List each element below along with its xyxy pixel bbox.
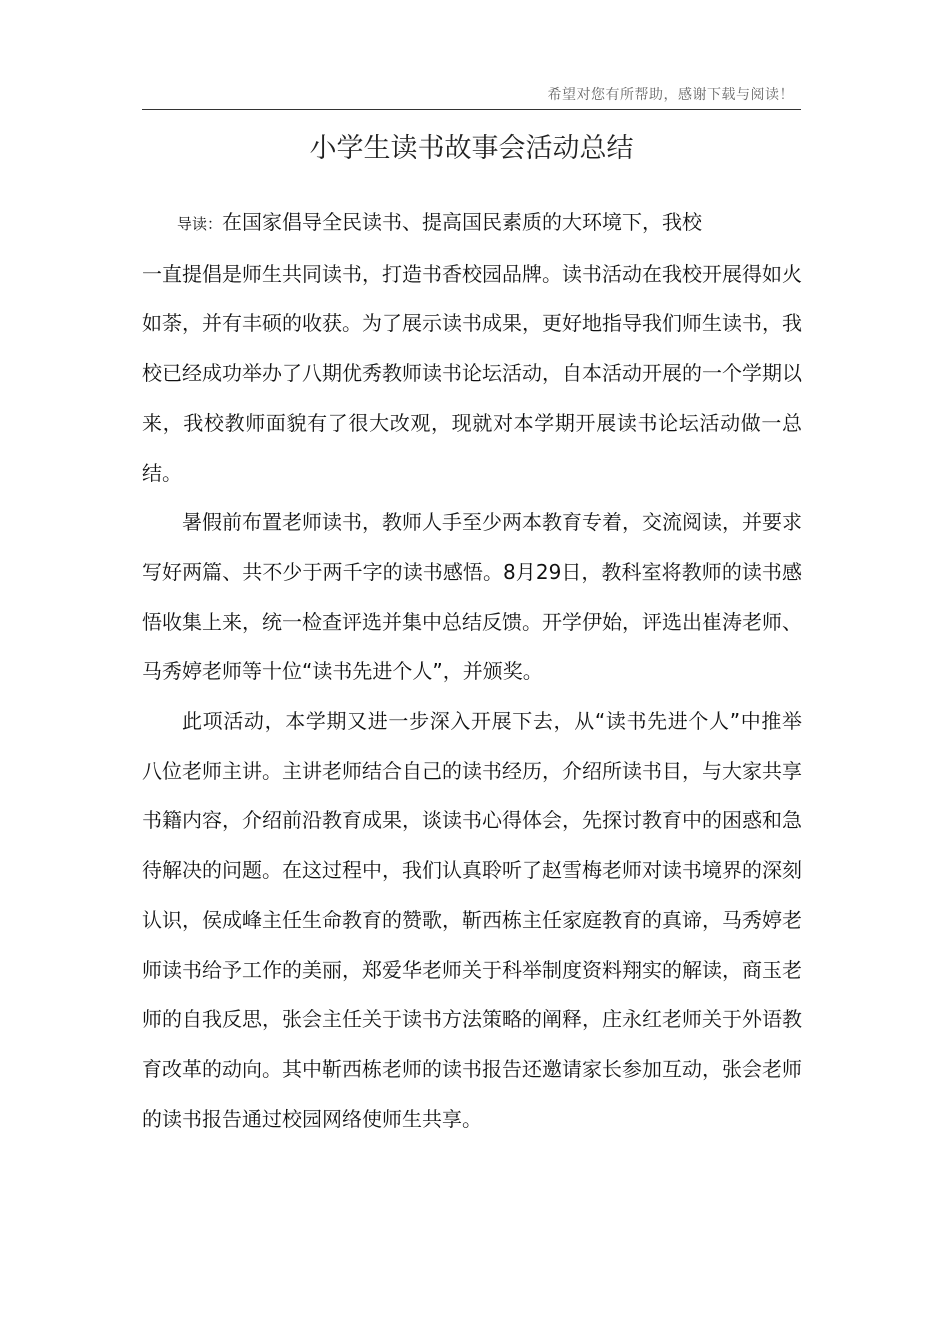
- paragraph-summer-reading: 暑假前布置老师读书，教师人手至少两本教育专着，交流阅读，并要求写好两篇、共不少于两千字的读书感悟。8月29日，教科室将教师的读书感悟收集上来，统一检查评选并集中总结反馈。开学伊始，评选出崔涛老师、马秀婷老师等十位“读书先进个人”，并颁奖。: [142, 510, 802, 684]
- paragraph-forum-activity: 此项活动，本学期又进一步深入开展下去，从“读书先进个人”中推举八位老师主讲。主讲老师结合自己的读书经历，介绍所读书目，与大家共享书籍内容，介绍前沿教育成果，谈读书心得体会，先探讨教育中的困惑和急待解决的问题。在这过程中，我们认真聆听了赵雪梅老师对读书境界的深刻认识，侯成峰主任生命教育的赞歌，靳西栋主任家庭教育的真谛，马秀婷老师读书给予工作的美丽，郑爱华老师关于科举制度资料翔实的解读，商玉老师的自我反思，张会主任关于读书方法策略的阐释，庄永红老师关于外语教育改革的动向。其中靳西栋老师的读书报告还邀请家长参加互动，张会老师的读书报告通过校园网络使师生共享。: [142, 709, 802, 1131]
- header-divider: [142, 109, 801, 110]
- lead-paragraph: 一直提倡是师生共同读书，打造书香校园品牌。读书活动在我校开展得如火如荼，并有丰硕的收获。为了展示读书成果，更好地指导我们师生读书，我校已经成功举办了八期优秀教师读书论坛活动，自本活动开展的一个学期以来，我校教师面貌有了很大改观，现就对本学期开展读书论坛活动做一总结。: [142, 261, 802, 485]
- lead-label: 导读：: [177, 215, 223, 233]
- lead-first-line-text: 在国家倡导全民读书、提高国民素质的大环境下，我校: [222, 210, 703, 234]
- document-title: 小学生读书故事会活动总结: [309, 133, 634, 164]
- header-note: 希望对您有所帮助，感谢下载与阅读！: [547, 87, 794, 103]
- lead-first-line: [142, 198, 802, 250]
- document-body: [142, 198, 802, 1144]
